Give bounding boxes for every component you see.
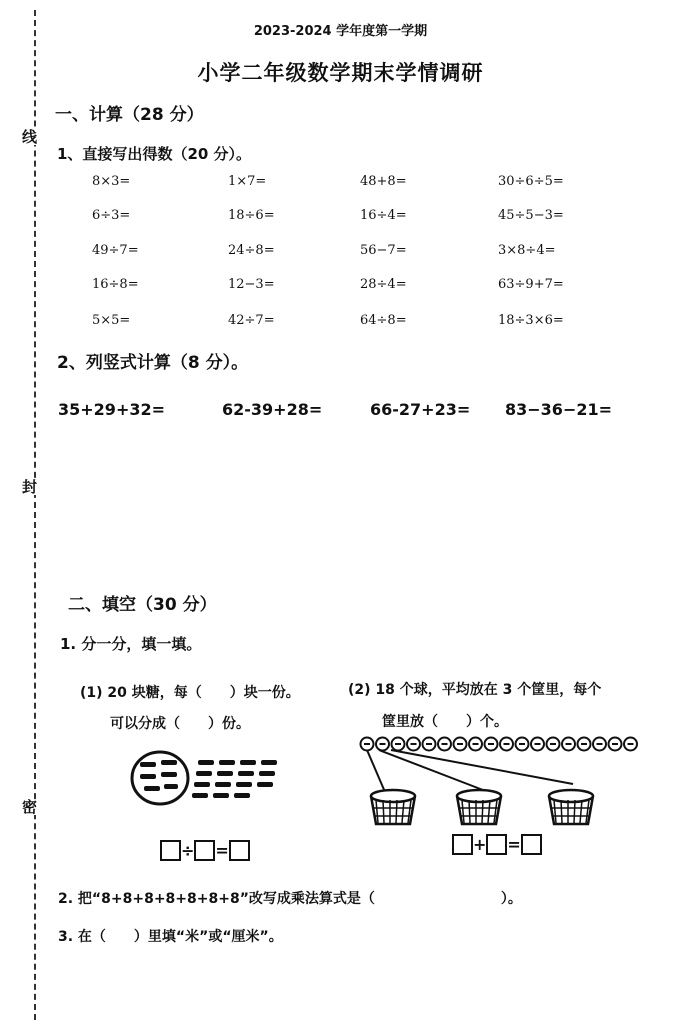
- section1-q1-label: 1、直接写出得数（20 分）。: [57, 145, 252, 163]
- candy-piece: [198, 760, 214, 765]
- basket-icon: [549, 790, 593, 824]
- candy-equation: [160, 840, 250, 861]
- candy-piece: [192, 793, 208, 798]
- section2-q1-label: 1. 分一分，填一填。: [60, 635, 202, 653]
- vertical-calc-item-1: 35+29+32=: [58, 400, 166, 419]
- binding-dashed-line: [34, 10, 36, 1020]
- balls-and-baskets-illustration: [355, 734, 655, 829]
- candy-piece: [234, 793, 250, 798]
- answer-box[interactable]: [486, 834, 507, 855]
- mental-calc-item: 18÷6=: [228, 208, 275, 223]
- candy-question-line1: (1) 20 块糖，每（ ）块一份。: [80, 685, 300, 701]
- section2-q3: 3. 在（ ）里填“米”或“厘米”。: [58, 929, 283, 945]
- candy-piece: [219, 760, 235, 765]
- mental-calc-item: 5×5=: [92, 313, 131, 328]
- exam-title: 小学二年级数学期末学情调研: [197, 61, 484, 85]
- ball-question-line2: 筐里放（ ）个。: [382, 714, 508, 730]
- answer-box[interactable]: [229, 840, 250, 861]
- candy-question-line2: 可以分成（ ）份。: [110, 716, 250, 732]
- basket-icon: [371, 790, 415, 824]
- mental-calc-item: 56−7=: [360, 243, 407, 258]
- divide-sign: ÷: [181, 841, 195, 860]
- equals-sign: =: [507, 835, 521, 854]
- mental-calc-item: 28÷4=: [360, 277, 407, 292]
- mental-calc-item: 3×8÷4=: [498, 243, 556, 258]
- answer-box[interactable]: [521, 834, 542, 855]
- mental-calc-item: 16÷4=: [360, 208, 407, 223]
- basket-icon: [457, 790, 501, 824]
- answer-box[interactable]: [452, 834, 473, 855]
- vertical-calc-item-2: 62-39+28=: [222, 400, 323, 419]
- ball-question-line1: (2) 18 个球，平均放在 3 个筐里，每个: [348, 682, 602, 698]
- mental-calc-item: 42÷7=: [228, 313, 275, 328]
- binding-label-feng: 封: [22, 478, 38, 496]
- school-year-line: 2023-2024 学年度第一学期: [253, 24, 428, 39]
- vertical-calc-item-3: 66-27+23=: [370, 400, 471, 419]
- mental-calc-item: 48+8=: [360, 174, 407, 189]
- candy-piece: [217, 771, 233, 776]
- candy-piece: [215, 782, 231, 787]
- candy-piece: [257, 782, 273, 787]
- candy-piece: [196, 771, 212, 776]
- mental-calc-item: 64÷8=: [360, 313, 407, 328]
- equals-sign: =: [215, 841, 229, 860]
- section2-q2: 2. 把“8+8+8+8+8+8+8”改写成乘法算式是（ ）。: [58, 891, 522, 907]
- answer-box[interactable]: [160, 840, 181, 861]
- candy-piece: [213, 793, 229, 798]
- candy-piece: [261, 760, 277, 765]
- vertical-calc-item-4: 83−36−21=: [505, 400, 613, 419]
- candy-piece: [240, 760, 256, 765]
- candy-illustration: [128, 748, 288, 810]
- candy-piece: [194, 782, 210, 787]
- binding-label-xian: 线: [22, 128, 38, 146]
- mental-calc-item: 63÷9+7=: [498, 277, 564, 292]
- binding-label-mi: 密: [22, 798, 38, 816]
- mental-calc-item: 6÷3=: [92, 208, 131, 223]
- mental-calc-item: 16÷8=: [92, 277, 139, 292]
- candy-piece: [236, 782, 252, 787]
- mental-calc-item: 30÷6÷5=: [498, 174, 564, 189]
- section1-heading: 一、计算（28 分）: [55, 105, 204, 125]
- plus-sign: +: [473, 835, 487, 854]
- mental-calc-item: 49÷7=: [92, 243, 139, 258]
- ball-equation: [452, 834, 542, 855]
- section1-q2-label: 2、列竖式计算（8 分）。: [57, 353, 249, 373]
- mental-calc-item: 12−3=: [228, 277, 275, 292]
- mental-calc-item: 1×7=: [228, 174, 267, 189]
- section2-heading: 二、填空（30 分）: [68, 595, 217, 615]
- mental-calc-item: 24÷8=: [228, 243, 275, 258]
- candy-piece: [259, 771, 275, 776]
- mental-calc-item: 18÷3×6=: [498, 313, 564, 328]
- answer-box[interactable]: [194, 840, 215, 861]
- mental-calc-item: 45÷5−3=: [498, 208, 564, 223]
- candy-piece: [238, 771, 254, 776]
- mental-calc-item: 8×3=: [92, 174, 131, 189]
